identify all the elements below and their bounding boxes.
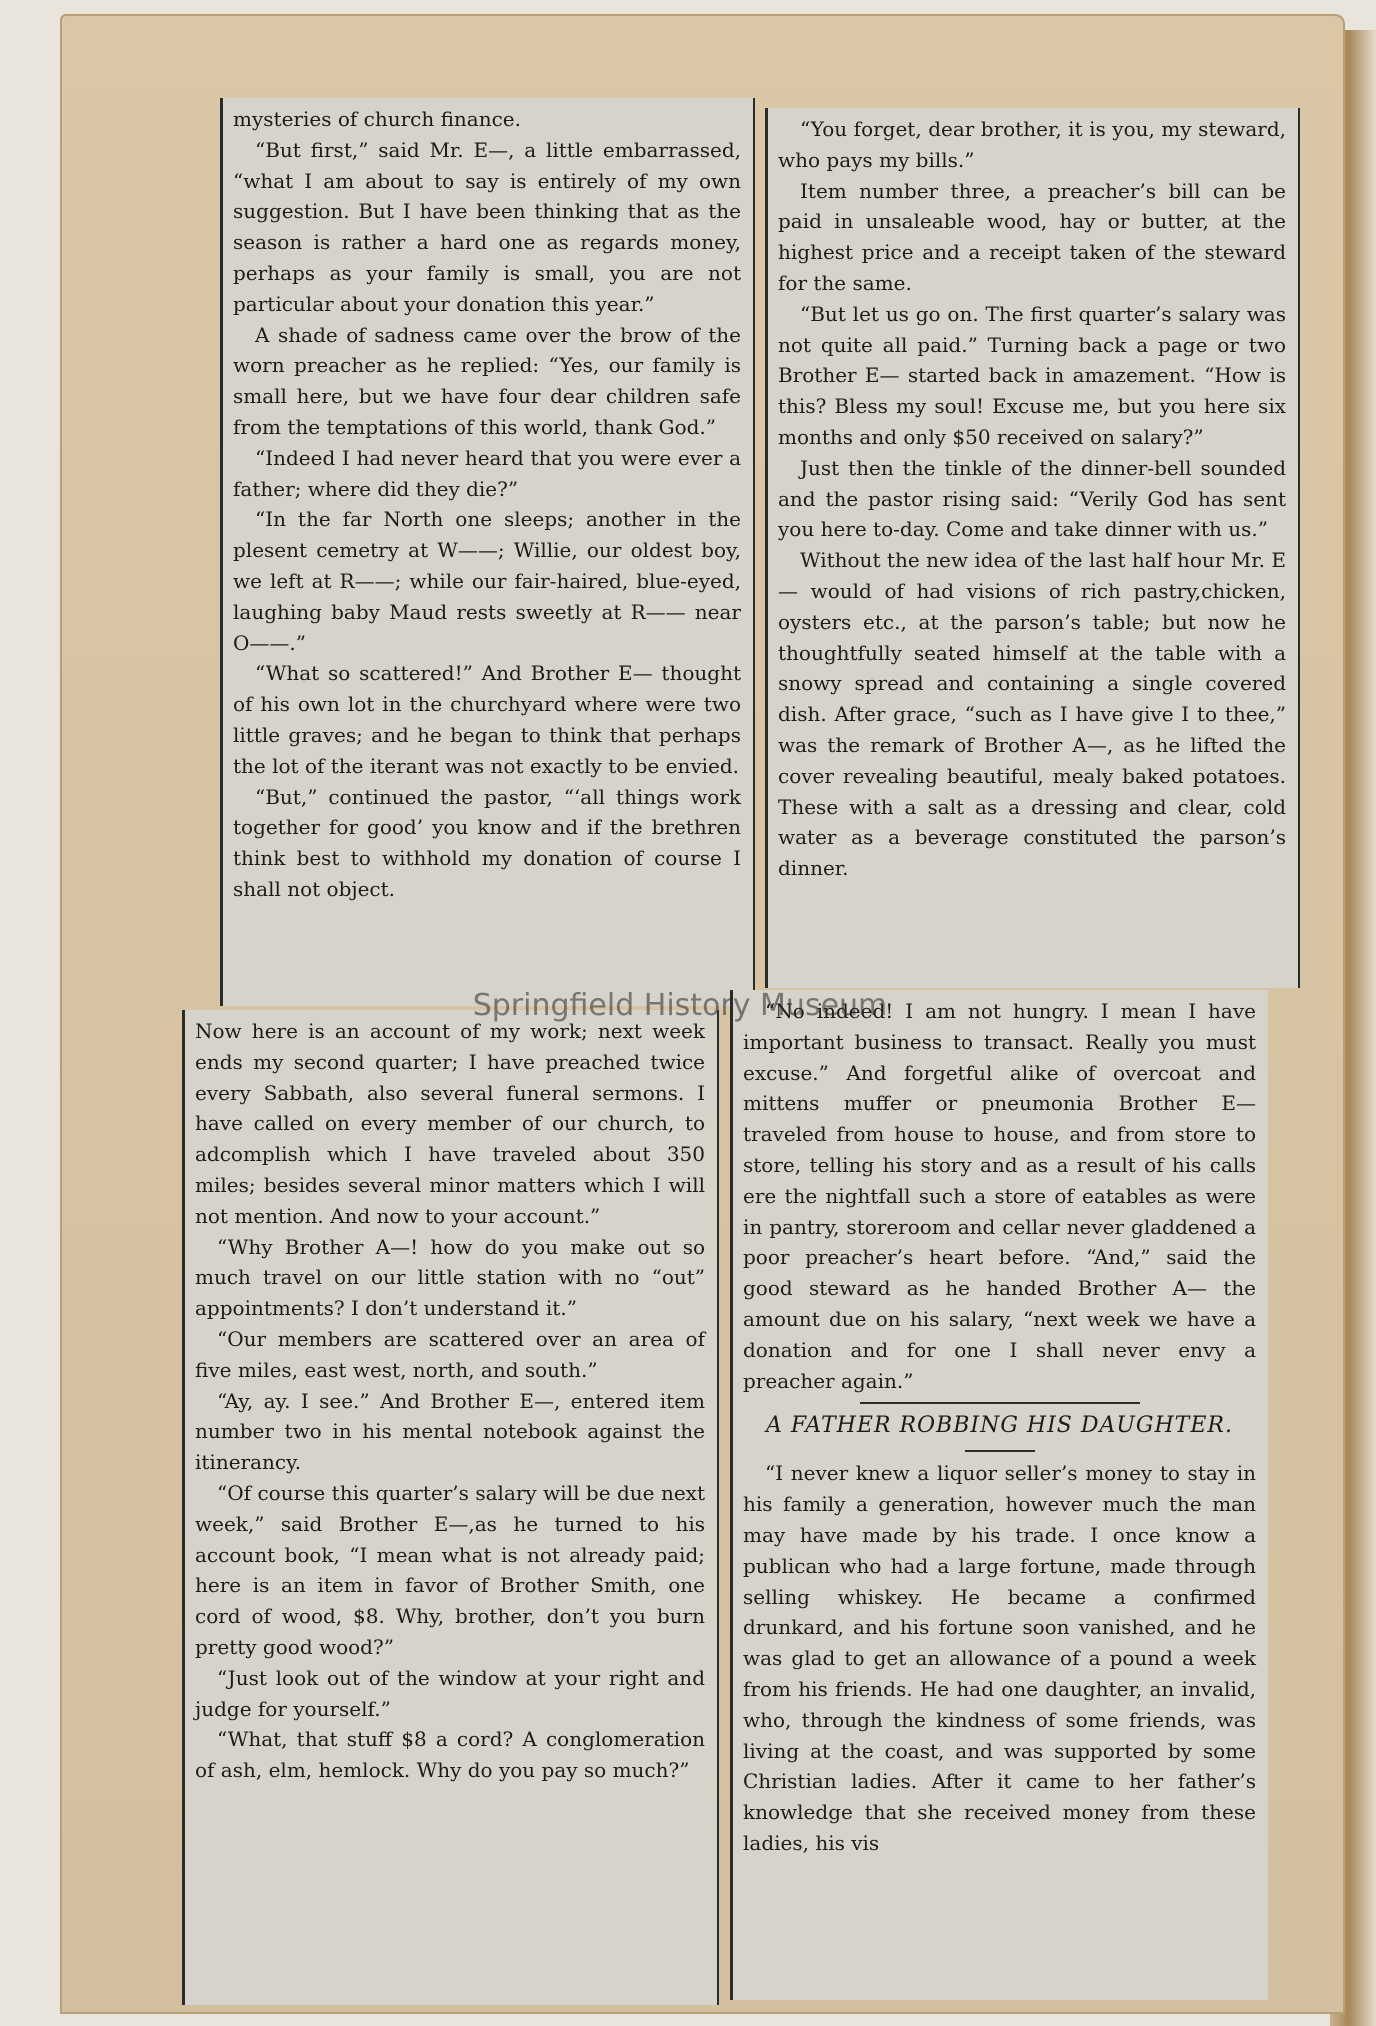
paragraph: “But,” continued the pastor, “‘all things work together for good’ you know and if the brethren think best to withhold my donation of course I shall not object.: [233, 784, 741, 901]
column-right-top: [778, 114, 1286, 988]
paragraph: “You forget, dear brother, it is you, my steward, who pays my bills.”: [778, 117, 1286, 172]
divider-rule: [860, 1402, 1140, 1404]
clipping-right-top: [765, 108, 1300, 988]
paragraph: “But first,” said Mr. E—, a little embarrassed, “what I am about to say is entirely of my own suggestion. But I have been thinking that as the season is rather a hard one as regards money, perhaps as your family is small, you are not particular about your donation this year.”: [233, 137, 741, 316]
paragraph: Now here is an account of my work; next week ends my second quarter; I have preached twice every Sabbath, also several funeral sermons. I have called on every member of our church, to adcomplish which I have traveled about 350 miles; besides several minor matters which I will not mention. And now to your account.”: [195, 1019, 705, 1228]
clipping-left-top: [220, 98, 755, 1006]
article-body: “I never knew a liquor seller’s money to stay in his family a generation, however much the man may have made by his trade. I once know a publican who had a large fortune, made through selling whiskey. He became a confirmed drunkard, and his fortune soon vanished, and he was glad to get an allowance of a pound a week from his friends. He had one daughter, an invalid, who, through the kindness of some friends, was living at the coast, and was supported by some Christian ladies. After it came to her father’s knowledge that she received money from these ladies, his vis: [743, 1461, 1256, 1855]
paragraph: mysteries of church finance.: [233, 107, 521, 131]
paragraph: “Of course this quarter’s salary will be due next week,” said Brother E—,as he turned to his account book, “I mean what is not already paid; here is an item in favor of Brother Smith, one cord of wood, $8. Why, brother, don’t you burn pretty good wood?”: [195, 1480, 705, 1659]
clipping-left-bottom: [182, 1010, 719, 2005]
column-right-bottom: [743, 996, 1256, 2000]
paragraph: “Ay, ay. I see.” And Brother E—, entered item number two in his mental notebook against the itinerancy.: [195, 1388, 705, 1475]
watermark: Springfield History Museum: [472, 988, 888, 1023]
paragraph: Item number three, a preacher’s bill can be paid in unsaleable wood, hay or butter, at the highest price and a receipt taken of the steward for the same.: [778, 178, 1286, 295]
paragraph: “In the far North one sleeps; another in the plesent cemetry at W——; Willie, our oldest boy, we left at R——; while our fair-haired, blue-eyed, laughing baby Maud rests sweetly at R—— near O——.”: [233, 507, 741, 655]
paragraph: “What, that stuff $8 a cord? A conglomeration of ash, elm, hemlock. Why do you pay so much?”: [195, 1727, 705, 1783]
paragraph: “No indeed! I am not hungry. I mean I have important business to transact. Really you must excuse.” And forgetful alike of overcoat and mittens muffer or pneumonia Brother E— traveled from house to house, and from store to store, telling his story and as a result of his calls ere the nightfall such a store of eatables as were in pantry, storeroom and cellar never gladdened a poor preacher’s heart before. “And,” said the good steward as he handed Brother A— the amount due on his salary, “next week we have a donation and for one I shall never envy a preacher again.”: [743, 999, 1256, 1393]
column-left-top: [233, 104, 741, 1006]
paragraph: “What so scattered!” And Brother E— thought of his own lot in the churchyard where were two little graves; and he began to think that perhaps the lot of the iterant was not exactly to be envied.: [233, 661, 741, 778]
column-left-bottom: [195, 1016, 705, 2005]
paragraph: “Just look out of the window at your right and judge for yourself.”: [195, 1665, 705, 1721]
paragraph: Without the new idea of the last half hour Mr. E— would of had visions of rich pastry,chicken, oysters etc., at the parson’s table; but now he thoughtfully seated himself at the table with a snowy spread and containing a single covered dish. After grace, “such as I have give I to thee,” was the remark of Brother A—, as he lifted the cover revealing beautiful, mealy baked potatoes. These with a salt as a dressing and clear, cold water as a beverage constituted the parson’s dinner.: [778, 548, 1286, 881]
paragraph: A shade of sadness came over the brow of the worn preacher as he replied: “Yes, our family is small here, but we have four dear children safe from the temptations of this world, thank God.”: [233, 322, 741, 439]
paragraph: Just then the tinkle of the dinner-bell sounded and the pastor rising said: “Verily God has sent you here to-day. Come and take dinner with us.”: [778, 455, 1286, 542]
article-heading: A FATHER ROBBING HIS DAUGHTER.: [766, 1413, 1233, 1439]
paragraph: “Indeed I had never heard that you were ever a father; where did they die?”: [233, 445, 741, 501]
divider-rule-short: [965, 1450, 1035, 1452]
paragraph: “But let us go on. The first quarter’s salary was not quite all paid.” Turning back a page or two Brother E— started back in amazement. “How is this? Bless my soul! Excuse me, but you here six months and only $50 received on salary?”: [778, 301, 1286, 449]
clipping-right-bottom: [730, 990, 1268, 2000]
paragraph: “Our members are scattered over an area of five miles, east west, north, and south.”: [195, 1326, 705, 1382]
paragraph: “Why Brother A—! how do you make out so much travel on our little station with no “out” appointments? I don’t understand it.”: [195, 1234, 705, 1321]
